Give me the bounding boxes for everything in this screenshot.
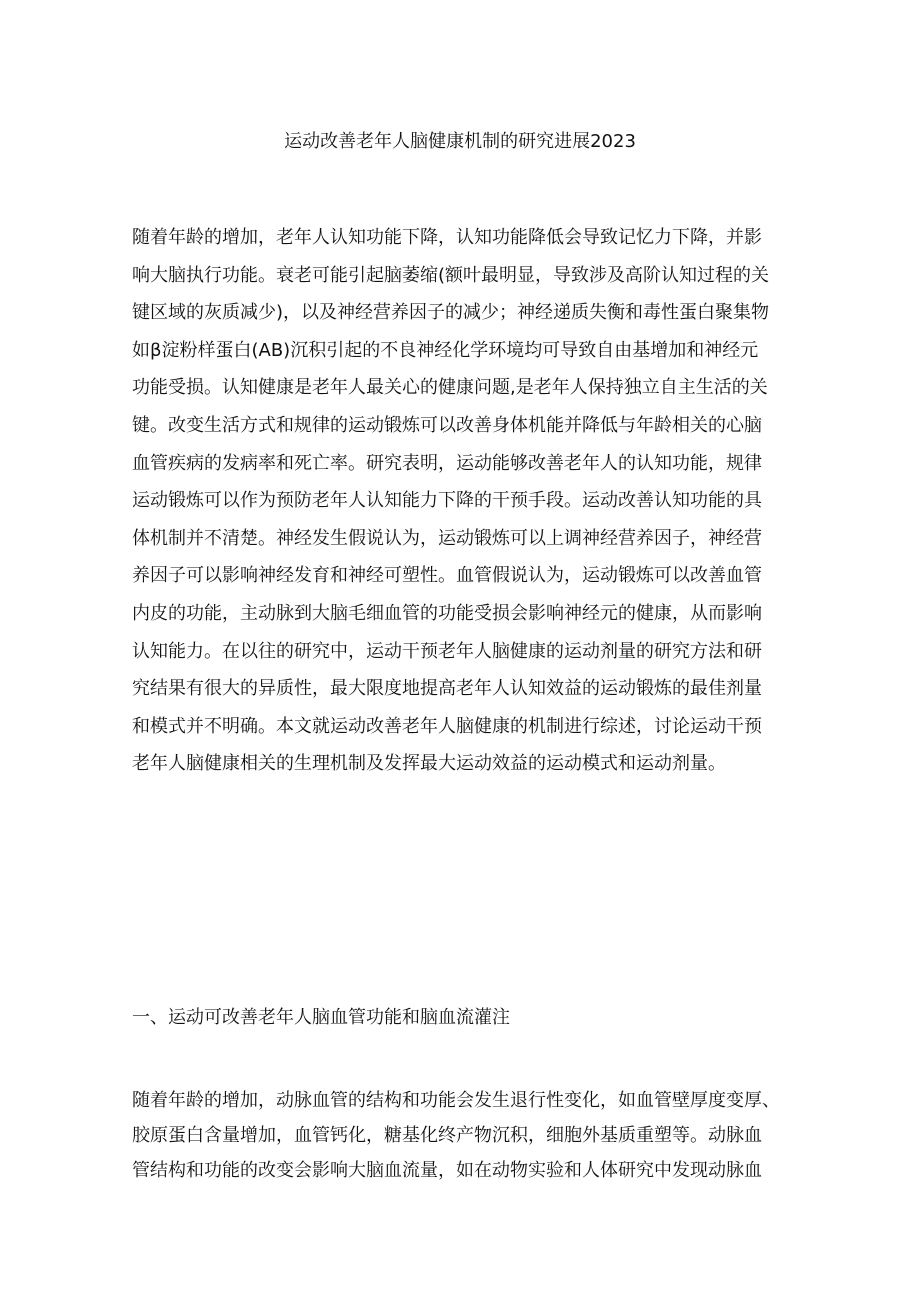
paragraph-line: 体机制并不清楚。神经发生假说认为，运动锻炼可以上调神经营养因子，神经营	[132, 527, 762, 549]
paragraph-line: 键区域的灰质减少)，以及神经营养因子的减少；神经递质失衡和毒性蛋白聚集物	[132, 302, 770, 324]
paragraph-line: 响大脑执行功能。衰老可能引起脑萎缩(额叶最明显，导致涉及高阶认知过程的关	[132, 264, 770, 286]
paragraph-line: 键。改变生活方式和规律的运动锻炼可以改善身体机能并降低与年龄相关的心脑	[132, 414, 762, 436]
paragraph-line: 血管疾病的发病率和死亡率。研究表明，运动能够改善老年人的认知功能，规律	[132, 452, 762, 474]
paragraph-line: 随着年龄的增加，老年人认知功能下降，认知功能降低会导致记忆力下降，并影	[132, 227, 762, 248]
paragraph-line: 随着年龄的增加，动脉血管的结构和功能会发生退行性变化，如血管壁厚度变厚、	[132, 1090, 780, 1111]
paragraph-line: 和模式并不明确。本文就运动改善老年人脑健康的机制进行综述，讨论运动干预	[132, 715, 762, 737]
paragraph-line: 功能受损。认知健康是老年人最关心的健康问题,是老年人保持独立自主生活的关	[132, 377, 768, 399]
paragraph-line: 胶原蛋白含量增加，血管钙化，糖基化终产物沉积，细胞外基质重塑等。动脉血	[132, 1125, 762, 1146]
paragraph-line: 运动锻炼可以作为预防老年人认知能力下降的干预手段。运动改善认知功能的具	[132, 490, 762, 512]
paragraph-line: 管结构和功能的改变会影响大脑血流量，如在动物实验和人体研究中发现动脉血	[132, 1160, 762, 1181]
intro-paragraph	[132, 219, 792, 783]
section-heading: 一、运动可改善老年人脑血管功能和脑血流灌注	[132, 1007, 510, 1028]
section-paragraph	[132, 1083, 792, 1188]
paragraph-line: 究结果有很大的异质性，最大限度地提高老年人认知效益的运动锻炼的最佳剂量	[132, 678, 762, 700]
paragraph-line: 养因子可以影响神经发育和神经可塑性。血管假说认为，运动锻炼可以改善血管	[132, 565, 762, 587]
paragraph-line: 如β淀粉样蛋白(AB)沉积引起的不良神经化学环境均可导致自由基增加和神经元	[132, 339, 759, 361]
paragraph-line: 认知能力。在以往的研究中，运动干预老年人脑健康的运动剂量的研究方法和研	[132, 640, 762, 662]
paragraph-line: 内皮的功能，主动脉到大脑毛细血管的功能受损会影响神经元的健康，从而影响	[132, 602, 762, 624]
paragraph-line: 老年人脑健康相关的生理机制及发挥最大运动效益的运动模式和运动剂量。	[132, 753, 726, 775]
document-title: 运动改善老年人脑健康机制的研究进展2023	[284, 131, 636, 152]
